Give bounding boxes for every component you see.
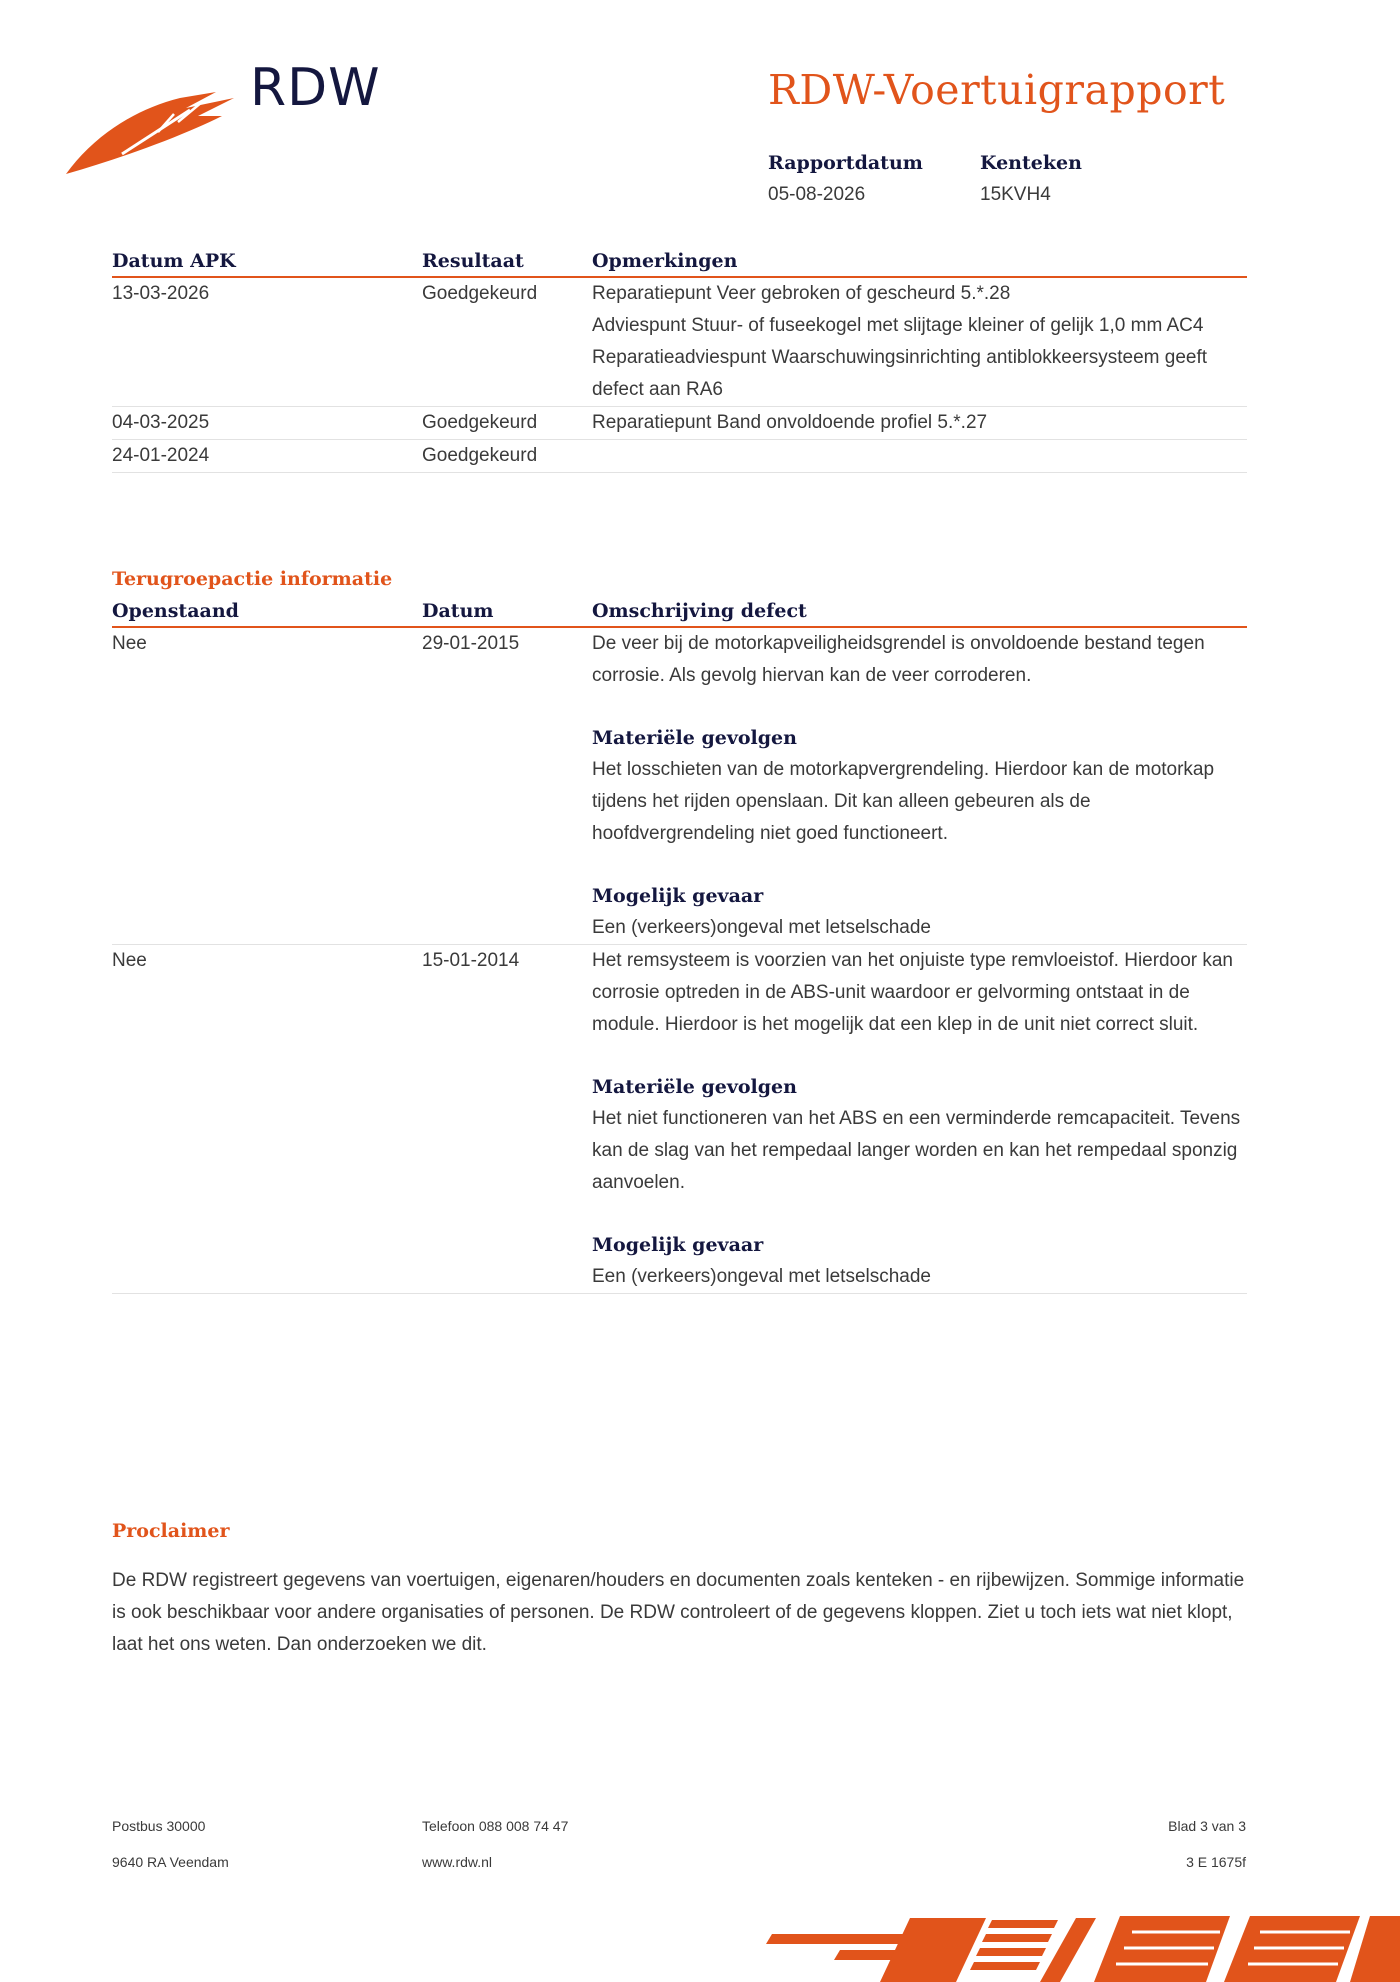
footer-phone: Telefoon 088 008 74 47 [422,1818,569,1834]
recall-description: Het remsysteem is voorzien van het onjuiste type remvloeistof. Hierdoor kan corrosie optreden in de ABS-unit waardoor er gelvorming ontstaat in de module. Hierdoor is het mogelijk dat een klep in de unit niet correct sluit. [592,950,1233,1035]
footer-address-line-1: Postbus 30000 [112,1818,206,1834]
recall-section-title: Terugroepactie informatie [112,568,393,590]
footer-doc-code: 3 E 1675f [1186,1854,1246,1870]
apk-result: Goedgekeurd [422,412,538,433]
recall-danger: Een (verkeers)ongeval met letselschade [592,1266,932,1287]
recall-open: Nee [112,633,147,654]
col-openstaand: Openstaand [112,600,239,622]
danger-label: Mogelijk gevaar [592,1234,764,1256]
material-label: Materiële gevolgen [592,727,797,749]
report-title: RDW-Voertuigrapport [768,66,1226,114]
plate-value: 15KVH4 [980,184,1051,205]
table-row [112,628,1247,945]
recall-material: Het niet functioneren van het ABS en een verminderde remcapaciteit. Tevens kan de slag van het rempedaal langer worden en kan het rempedaal sponzig aanvoelen. [592,1108,1241,1193]
col-datum-apk: Datum APK [112,250,236,272]
table-row [112,440,1247,473]
recall-table-header [112,596,1247,628]
apk-remark: Reparatiepunt Veer gebroken of gescheurd 5.*.28 [592,283,1011,304]
col-omschrijving: Omschrijving defect [592,600,807,622]
apk-result: Goedgekeurd [422,445,538,466]
apk-date: 24-01-2024 [112,445,210,466]
apk-table-header [112,246,1247,278]
logo-text: RDW [250,58,381,118]
recall-danger: Een (verkeers)ongeval met letselschade [592,917,932,938]
proclaimer-title: Proclaimer [112,1520,230,1542]
apk-remark: Reparatiepunt Band onvoldoende profiel 5.*.27 [592,412,988,433]
col-datum: Datum [422,600,494,622]
material-label: Materiële gevolgen [592,1076,797,1098]
apk-date: 13-03-2026 [112,283,210,304]
table-row [112,407,1247,440]
plate-stripes-graphic-icon [760,1912,1400,1982]
footer-website-link[interactable]: www.rdw.nl [422,1854,493,1870]
apk-table [112,246,1247,473]
recall-open: Nee [112,950,147,971]
table-row [112,945,1247,1294]
recall-material: Het losschieten van de motorkapvergrendeling. Hierdoor kan de motorkap tijdens het rijden openslaan. Dit kan alleen gebeuren als de hoofdvergrendeling niet goed functioneert. [592,759,1215,844]
apk-remark: Adviespunt Stuur- of fuseekogel met slijtage kleiner of gelijk 1,0 mm AC4 [592,315,1204,336]
recall-date: 15-01-2014 [422,950,520,971]
report-date-label: Rapportdatum [768,152,923,174]
recall-description: De veer bij de motorkapveiligheidsgrendel is onvoldoende bestand tegen corrosie. Als gevolg hiervan kan de veer corroderen. [592,633,1205,686]
apk-result: Goedgekeurd [422,283,538,304]
apk-date: 04-03-2025 [112,412,210,433]
danger-label: Mogelijk gevaar [592,885,764,907]
proclaimer-text: De RDW registreert gegevens van voertuigen, eigenaren/houders en documenten zoals kenteken - en rijbewijzen. Sommige informatie is ook beschikbaar voor andere organisaties of personen. De RDW controleert of de gegevens kloppen. Ziet u toch iets wat niet klopt, laat het ons weten. Dan onderzoeken we dit. [112,1570,1245,1655]
col-resultaat: Resultaat [422,250,524,272]
footer-address-line-2: 9640 RA Veendam [112,1854,229,1870]
report-date-value: 05-08-2026 [768,184,866,205]
footer-page-number: Blad 3 van 3 [1168,1818,1246,1834]
recall-date: 29-01-2015 [422,633,520,654]
plate-label: Kenteken [980,152,1082,174]
apk-remark: Reparatieadviespunt Waarschuwingsinrichting antiblokkeersysteem geeft defect aan RA6 [592,347,1208,400]
table-row [112,278,1247,407]
recall-table [112,596,1247,1294]
col-opmerkingen: Opmerkingen [592,250,738,272]
